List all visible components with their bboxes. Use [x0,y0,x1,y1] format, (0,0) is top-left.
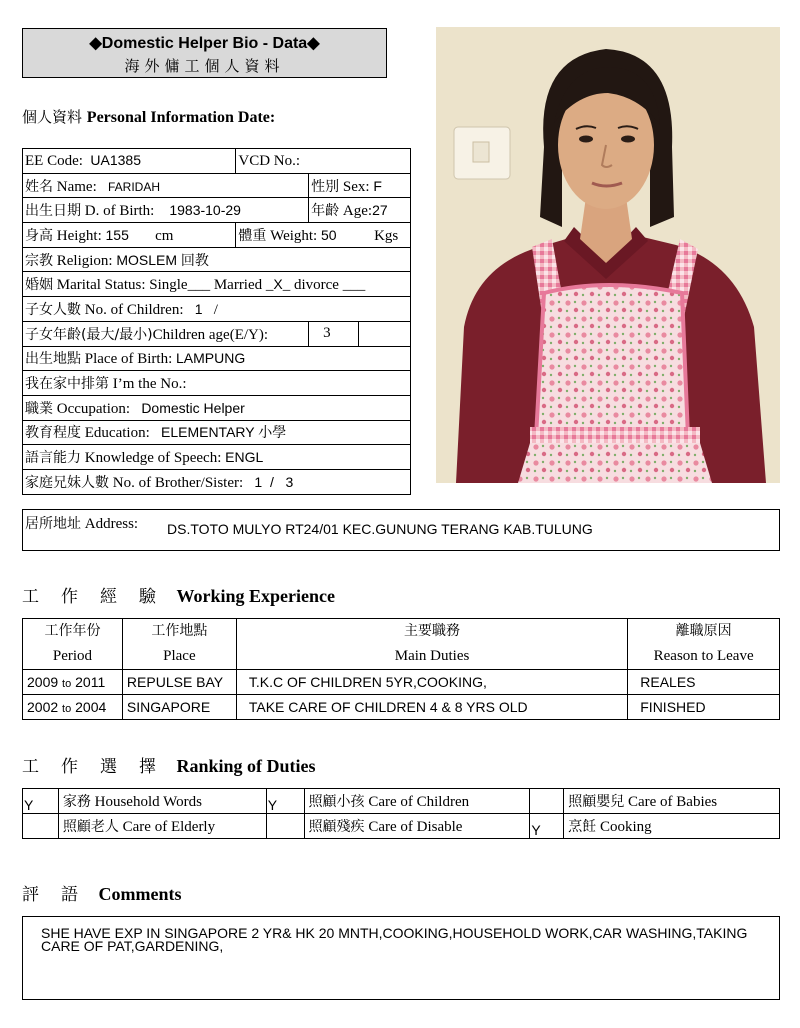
children-age-eldest: 3 [309,321,359,346]
name-value: FARIDAH [107,179,160,194]
name-label-cn: 姓名 [25,178,53,195]
period-header-en: Period [52,648,93,664]
personal-info-heading [22,106,275,127]
religion-label-cn: 宗教 [25,252,53,269]
row-occupation [23,395,411,420]
title-chinese: 海外傭工個人資料 [124,57,285,75]
weight-unit: Kgs [374,227,399,244]
speech-label: Knowledge of Speech: [84,450,222,467]
babies-care-duty-en: Care of Babies [627,794,718,810]
children-age-label-cn: 子女年齡(最大/最小) [25,326,153,343]
period-header [23,619,123,670]
reason-cell: FINISHED [628,695,780,720]
occupation-label-cn: 職業 [25,400,53,417]
address-label-group [25,513,138,533]
height-cell [23,223,236,248]
comments-heading-en: Comments [98,884,182,904]
place-header-cn: 工作地點 [151,623,208,639]
comments-box [22,916,780,1000]
siblings-label-cn: 家庭兄妹人數 [25,474,109,491]
sibling-rank-cell [23,371,411,396]
marital-label: Marital Status: Single___ Married _ [56,277,274,294]
sex-cell [309,173,411,198]
education-value: ELEMENTARY 小學 [160,424,287,441]
row-children-age [23,321,411,346]
document-header [22,28,387,78]
row-sibling-rank [23,371,411,396]
pob-label-cn: 出生地點 [25,351,81,368]
pob-value: LAMPUNG [175,350,246,367]
elderly-care-mark [23,814,59,839]
work-header-row [23,619,780,670]
helper-photo [436,27,780,483]
household-duty [58,789,266,814]
babies-care-duty-cn: 照顧嬰兒 [568,794,625,810]
reason-header [628,619,780,670]
dob-value: 1983-10-29 [169,202,241,219]
height-value: 155 [105,226,129,243]
children-age-youngest [359,321,411,346]
education-cell [23,420,411,445]
name-cell [23,173,309,198]
work-experience-table [22,618,780,720]
sex-label-cn: 性別 [311,178,340,195]
period-from: 2002 [27,699,59,715]
height-unit: cm [155,227,174,244]
speech-cell [23,445,411,470]
children-care-duty [304,789,530,814]
children-label-cn: 子女人數 [25,301,81,318]
children-care-mark: Y [266,789,304,814]
address-label: Address: [84,516,139,532]
row-religion [23,247,411,272]
working-experience-heading-en: Working Experience [176,586,335,606]
period-to-word: to [62,703,72,715]
education-label: Education: [84,425,150,442]
dob-label-cn: 出生日期 [25,203,81,220]
children-age-label: Children age(E/Y): [152,326,269,343]
children-cell [23,297,411,322]
occupation-cell [23,395,411,420]
address-box [22,509,780,551]
children-value: 1 [194,300,203,317]
occupation-label: Occupation: [56,400,131,417]
row-dob [23,198,411,223]
ranking-table [22,788,780,839]
duties-cell: TAKE CARE OF CHILDREN 4 & 8 YRS OLD [236,695,627,720]
reason-header-cn: 離職原因 [675,623,732,639]
religion-cell [23,247,411,272]
ranking-heading-en: Ranking of Duties [176,756,316,776]
working-experience-heading [22,582,335,607]
table-row [23,695,780,720]
pob-cell [23,346,411,371]
children-label: No. of Children: [84,301,184,318]
table-row [23,670,780,695]
ee-code-cell [23,149,236,174]
ranking-heading [22,752,316,777]
weight-value: 50 [320,226,337,243]
dob-cell [23,198,309,223]
row-education [23,420,411,445]
age-label-cn: 年齡 [311,203,340,220]
comments-heading-cn: 評語 [22,885,100,905]
education-label-cn: 教育程度 [25,425,81,442]
height-label: Height: [56,227,102,244]
babies-care-mark [530,789,564,814]
place-cell: REPULSE BAY [122,670,236,695]
comments-heading [22,880,182,905]
period-cell [23,695,123,720]
children-care-duty-en: Care of Children [368,794,470,810]
cooking-duty-en: Cooking [599,819,652,835]
working-experience-heading-cn: 工作經驗 [22,587,178,607]
reason-header-en: Reason to Leave [653,648,754,664]
reason-cell: REALES [628,670,780,695]
row-height-weight [23,223,411,248]
marital-cell [23,272,411,297]
sibling-rank-label-cn: 我在家中排第 [25,376,109,393]
marital-label-tail: _ divorce ___ [282,277,366,294]
period-from: 2009 [27,674,59,690]
title-english: ◆Domestic Helper Bio - Data◆ [89,35,320,52]
name-label: Name: [56,178,97,195]
marital-mark: X [273,276,283,293]
babies-care-duty [564,789,780,814]
siblings-value: 1 / 3 [254,473,294,490]
disable-care-duty-en: Care of Disable [368,819,463,835]
place-header-en: Place [163,648,196,664]
age-value: 27 [372,202,388,219]
height-label-cn: 身高 [25,227,53,244]
personal-info-table [22,148,411,495]
place-cell: SINGAPORE [122,695,236,720]
row-siblings [23,469,411,494]
address-value: DS.TOTO MULYO RT24/01 KEC.GUNUNG TERANG KAB.TULUNG [167,521,593,537]
pob-label: Place of Birth: [84,351,173,368]
sex-label: Sex: [342,178,370,195]
household-mark: Y [23,789,59,814]
vcd-cell [236,149,411,174]
cooking-mark: Y [530,814,564,839]
disable-care-duty [304,814,530,839]
vcd-label: VCD No.: [238,152,301,169]
row-speech [23,445,411,470]
disable-care-duty-cn: 照顧殘疾 [308,819,365,835]
ranking-row-1 [23,789,780,814]
period-to: 2004 [75,699,107,715]
religion-value: MOSLEM 回教 [116,251,209,268]
occupation-value: Domestic Helper [141,399,245,416]
cooking-duty [564,814,780,839]
ranking-heading-cn: 工作選擇 [22,757,178,777]
cooking-duty-cn: 烹飪 [568,819,597,835]
weight-label-cn: 體重 [238,227,267,244]
personal-info-heading-cn: 個人資料 [22,108,83,126]
religion-label: Religion: [56,252,113,269]
ee-code-value: UA1385 [90,151,141,168]
speech-label-cn: 語言能力 [25,450,81,467]
period-to: 2011 [75,674,106,690]
age-cell [309,198,411,223]
marital-label-cn: 婚姻 [25,277,53,294]
place-header [122,619,236,670]
duties-header-cn: 主要職務 [404,623,461,639]
row-name [23,173,411,198]
weight-cell [236,223,411,248]
period-to-word: to [62,678,72,690]
weight-label: Weight: [270,227,318,244]
row-pob [23,346,411,371]
elderly-care-duty-en: Care of Elderly [122,819,216,835]
children-care-duty-cn: 照顧小孩 [308,794,365,810]
period-header-cn: 工作年份 [44,623,101,639]
children-age-cell [23,321,309,346]
ee-code-label: EE Code: [25,152,83,169]
duties-cell: T.K.C OF CHILDREN 5YR,COOKING, [236,670,627,695]
siblings-cell [23,469,411,494]
household-duty-en: Household Words [94,794,202,810]
row-marital [23,272,411,297]
row-ee-code [23,149,411,174]
ranking-row-2 [23,814,780,839]
period-cell [23,670,123,695]
dob-label: D. of Birth: [84,203,155,220]
disable-care-mark [266,814,304,839]
duties-header [236,619,627,670]
personal-info-heading-en: Personal Information Date: [86,109,276,126]
portrait-illustration [436,27,780,483]
sibling-rank-label: I’m the No.: [112,376,187,393]
elderly-care-duty [58,814,266,839]
household-duty-cn: 家務 [62,794,91,810]
row-children [23,297,411,322]
sex-value: F [373,177,382,194]
duties-header-en: Main Duties [394,648,470,664]
siblings-label: No. of Brother/Sister: [112,474,244,491]
elderly-care-duty-cn: 照顧老人 [62,819,119,835]
children-separator: / [213,301,218,318]
age-label: Age: [342,203,373,220]
address-label-cn: 居所地址 [25,516,81,532]
comments-text: SHE HAVE EXP IN SINGAPORE 2 YR& HK 20 MNTH,COOKING,HOUSEHOLD WORK,CAR WASHING,TAKING CARE OF PAT,GARDENING, [41,925,748,954]
speech-value: ENGL [225,449,264,466]
